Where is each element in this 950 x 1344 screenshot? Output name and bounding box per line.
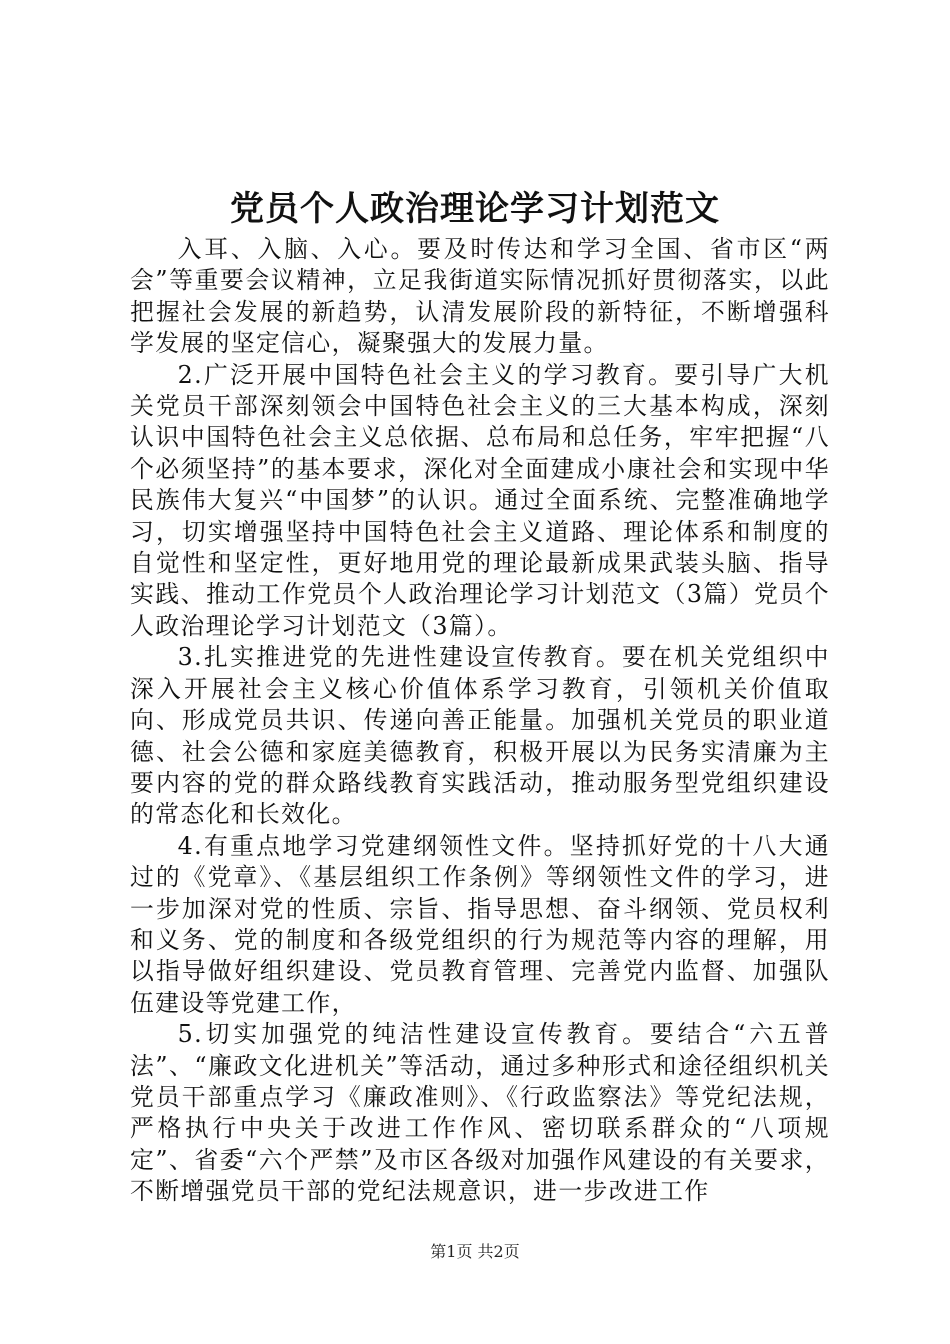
paragraph-item-2: 2.广泛开展中国特色社会主义的学习教育。要引导广大机关党员干部深刻领会中国特色社会主义的三大基本构成，深刻认识中国特色社会主义总依据、总布局和总任务，牢牢把握“八个必须坚持”的基本要求，深化对全面建成小康社会和实现中华民族伟大复兴“中国梦”的认识。通过全面系统、完整准确地学习，切实增强坚持中国特色社会主义道路、理论体系和制度的自觉性和坚定性，更好地用党的理论最新成果武装头脑、指导实践、推动工作党员个人政治理论学习计划范文（3篇）党员个人政治理论学习计划范文（3篇）。 [130, 360, 830, 640]
document-title: 党员个人政治理论学习计划范文 [230, 189, 720, 229]
paragraph-item-5: 5.切实加强党的纯洁性建设宣传教育。要结合“六五普法”、“廉政文化进机关”等活动，通过多种形式和途径组织机关党员干部重点学习《廉政准则》、《行政监察法》等党纪法规，严格执行中央关于改进工作作风、密切联系群众的“八项规定”、省委“六个严禁”及市区各级对加强作风建设的有关要求，不断增强党员干部的党纪法规意识，进一步改进工作 [130, 1020, 830, 1206]
document-body [130, 234, 830, 1208]
paragraph-intro: 入耳、入脑、入心。要及时传达和学习全国、省市区“两会”等重要会议精神，立足我街道实际情况抓好贯彻落实，以此把握社会发展的新趋势，认清发展阶段的新特征，不断增强科学发展的坚定信心，凝聚强大的发展力量。 [130, 235, 830, 358]
paragraph-item-3: 3.扎实推进党的先进性建设宣传教育。要在机关党组织中深入开展社会主义核心价值体系学习教育，引领机关价值取向、形成党员共识、传递向善正能量。加强机关党员的职业道德、社会公德和家庭美德教育，积极开展以为民务实清廉为主要内容的党的群众路线教育实践活动，推动服务型党组织建设的常态化和长效化。 [130, 643, 830, 829]
paragraph-item-4: 4.有重点地学习党建纲领性文件。坚持抓好党的十八大通过的《党章》、《基层组织工作条例》等纲领性文件的学习，进一步加深对党的性质、宗旨、指导思想、奋斗纲领、党员权利和义务、党的制度和各级党组织的行为规范等内容的理解，用以指导做好组织建设、党员教育管理、完善党内监督、加强队伍建设等党建工作， [130, 831, 830, 1017]
page-number-footer: 第1页 共2页 [430, 1242, 520, 1261]
